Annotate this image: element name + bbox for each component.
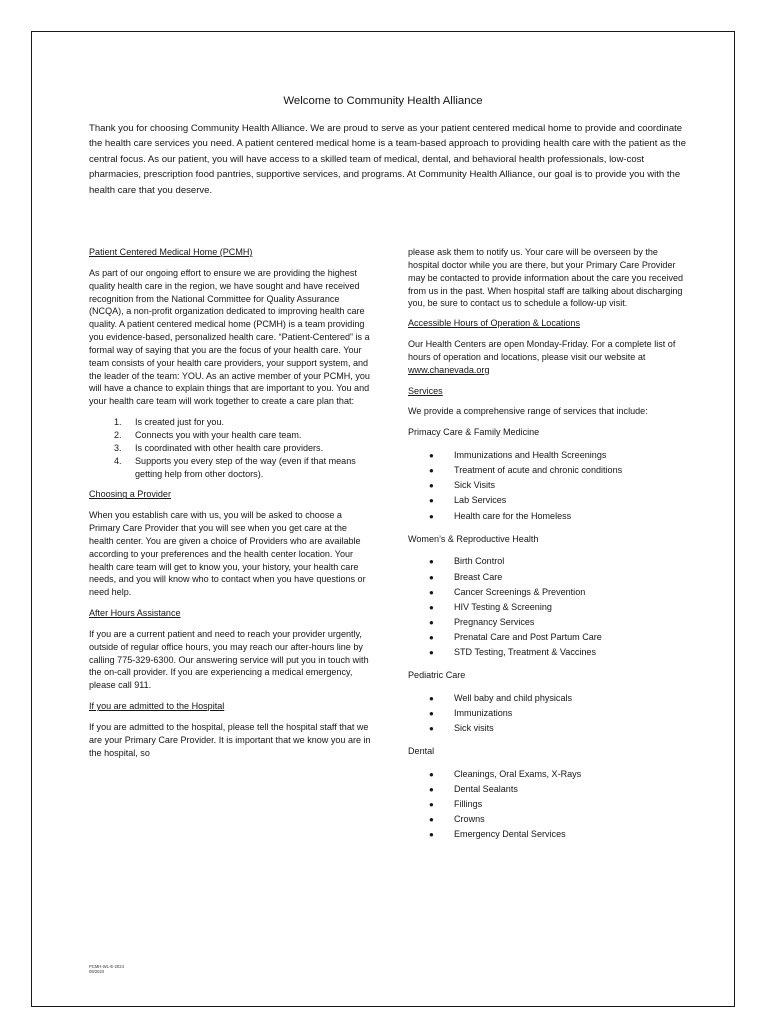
hours-body: Our Health Centers are open Monday-Friday. For a complete list of hours of operation and locations, please visit our website at www.chanevada.org [408, 339, 676, 375]
care-plan-list [89, 416, 373, 480]
list-item: 4. Supports you every step of the way (even if that means getting help from other doctors). [114, 455, 356, 479]
document-page [31, 31, 735, 1007]
services-heading: Services [408, 385, 443, 396]
list-item: ● Fillings [429, 799, 483, 810]
list-item: ● Sick Visits [429, 480, 496, 491]
left-column [89, 246, 373, 760]
right-column [408, 246, 690, 852]
category-womens-health: Women’s & Reproductive Health [408, 533, 539, 544]
list-item: ● Pregnancy Services [429, 616, 535, 627]
pcmh-heading: Patient Centered Medical Home (PCMH) [89, 247, 253, 257]
list-item: ● Sick visits [429, 723, 494, 734]
list-item: ● Cleanings, Oral Exams, X-Rays [429, 769, 582, 780]
list-item: ● Cancer Screenings & Prevention [429, 586, 586, 597]
after-hours-body: If you are a current patient and need to reach your provider urgently, outside of regular office hours, you may reach our after-hours line by calling 775-329-6300. Our answering service will put you in touch with the on-call provider. If you are experiencing a medical emergency, please call 911. [89, 628, 369, 691]
website-link[interactable]: www.chanevada.org [408, 364, 490, 375]
dental-list [408, 767, 690, 842]
hours-heading: Accessible Hours of Operation & Locations [408, 318, 580, 329]
list-item: 3. Is coordinated with other health care providers. [114, 442, 324, 453]
hospital-heading: If you are admitted to the Hospital [89, 701, 225, 712]
list-item: 1. Is created just for you. [114, 417, 225, 428]
list-item: ● Prenatal Care and Post Partum Care [429, 631, 602, 642]
services-intro: We provide a comprehensive range of services that include: [408, 406, 648, 417]
womens-health-list [408, 554, 690, 660]
list-item: ● Health care for the Homeless [429, 510, 572, 521]
list-item: ● HIV Testing & Screening [429, 601, 552, 612]
form-date: 09/2024 [89, 969, 105, 975]
choosing-provider-body: When you establish care with us, you will be asked to choose a Primary Care Provider that you will see when you get care at the health center. You are given a choice of Providers who are available according to your preferences and the health center location. Your health care team will get to know you, your history, your health care needs, and you will know who to contact when you have questions or need help. [89, 510, 366, 598]
list-item: ● STD Testing, Treatment & Vaccines [429, 647, 596, 657]
list-item: ● Emergency Dental Services [429, 829, 566, 840]
pcmh-body: As part of our ongoing effort to ensure we are providing the highest quality health care in the region, we have sought and have received recognition from the National Committee for Quality Assurance (NCQA), a non-profit organization dedicated to improving health care quality. A patient centered medical home (PCMH) is a team providing you evidence-based, personalized health care. “Patient-Centered” is a formal way of saying that you are the focus of your health care. Your team consists of your health care providers, your support system, and the leader of the team: YOU. As an active member of your PCMH, you will have a chance to explain things that are important to you. You and your health care team will work together to create a care plan that: [89, 267, 370, 407]
category-dental: Dental [408, 746, 435, 757]
primary-care-list [408, 448, 690, 523]
list-item: ● Breast Care [429, 571, 503, 582]
list-item: ● Well baby and child physicals [429, 692, 573, 703]
list-item: ● Immunizations and Health Screenings [429, 450, 607, 461]
list-item: 2. Connects you with your health care team. [114, 429, 302, 440]
list-item: ● Birth Control [429, 556, 505, 567]
hospital-body-continued: please ask them to notify us. Your care will be overseen by the hospital doctor while you are there, but your Primary Care Provider may be contacted to provide information about the care you received from us in the past. When hospital staff are talking about discharging you, be sure to contact us to schedule a follow-up visit. [408, 247, 684, 309]
hospital-body: If you are admitted to the hospital, please tell the hospital staff that we are your Primary Care Provider. It is important that we know you are in the hospital, so [89, 722, 371, 758]
list-item: ● Immunizations [429, 708, 513, 719]
category-primary-care: Primacy Care & Family Medicine [408, 427, 540, 438]
choosing-provider-heading: Choosing a Provider [89, 489, 171, 500]
list-item: ● Dental Sealants [429, 784, 518, 795]
page-title: Welcome to Community Health Alliance [283, 95, 483, 107]
footer [89, 964, 124, 974]
list-item: ● Treatment of acute and chronic conditions [429, 465, 623, 476]
after-hours-heading: After Hours Assistance [89, 608, 181, 619]
intro-paragraph: Thank you for choosing Community Health Alliance. We are proud to serve as your patient centered medical home to provide and coordinate the health care services you need. A patient centered medical home is a team-based approach to providing health care with the patient as the central focus. As our patient, you will have access to a skilled team of medical, dental, and behavioral health professionals, low-cost pharmacies, prescription food pantries, supportive services, and programs. At Community Health Alliance, our goal is to provide you with the health care that you deserve. [89, 123, 687, 196]
form-code: PCMH-WL-E-2024 [89, 964, 124, 969]
list-item: ● Crowns [429, 814, 485, 825]
category-pediatric-care: Pediatric Care [408, 670, 466, 681]
list-item: ● Lab Services [429, 495, 507, 506]
pediatric-care-list [408, 691, 690, 736]
